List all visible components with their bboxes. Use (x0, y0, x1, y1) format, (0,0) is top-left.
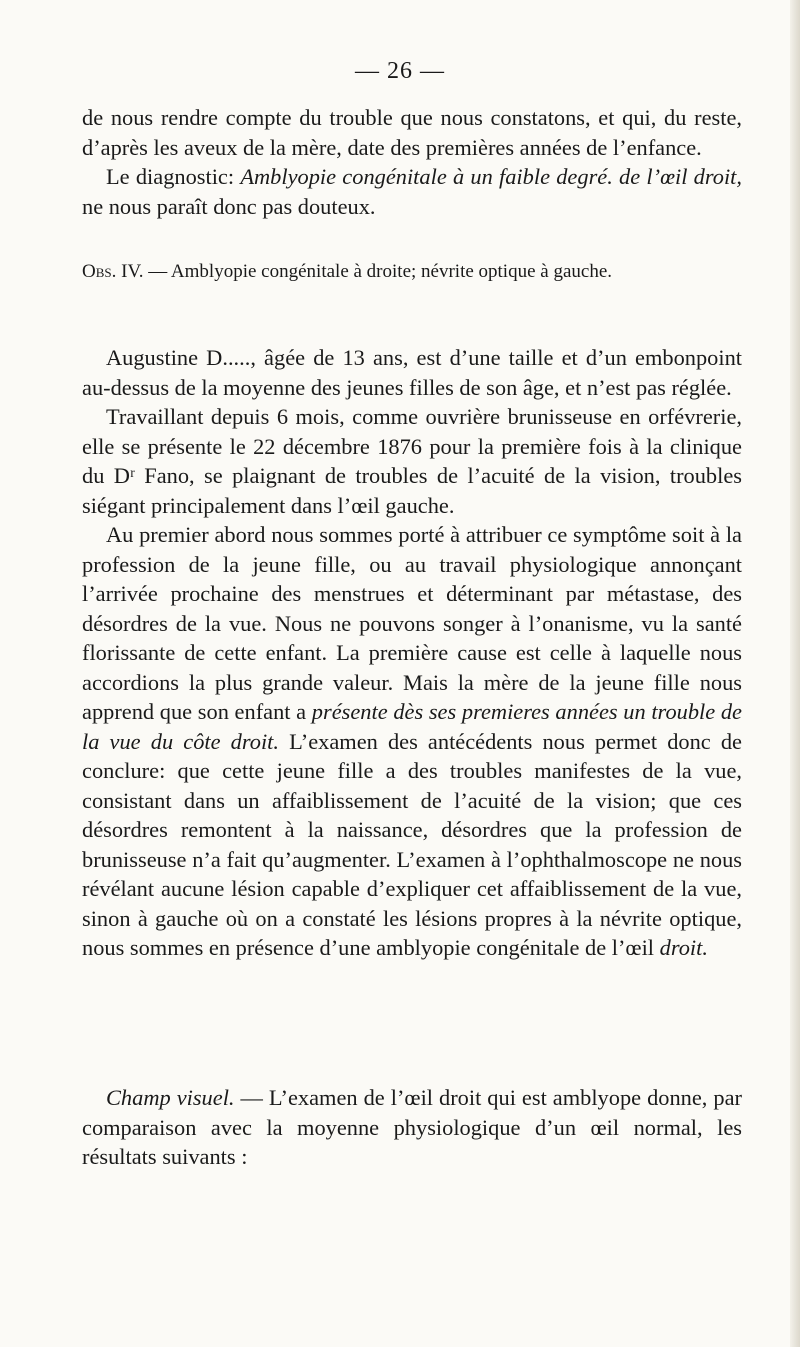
case-body (82, 343, 742, 963)
case-p3-emphasis: présente dès ses premieres années un trouble de la vue du côte droit. (82, 699, 742, 754)
diagnosis-term: Amblyopie congénitale à un faible degré. de l’œil droit, (240, 164, 742, 189)
case-p3-start: Au premier abord nous sommes porté à attribuer ce symptôme soit à la profession de la jeune fille, ou au travail physiologique annonçant l’arrivée prochaine des menstrues et déterminant par métastase, des désordres de la vue. Nous ne pouvons songer à l’onanisme, vu la santé florissante de cette enfant. La première cause est celle à laquelle nous accordions la plus grande valeur. Mais la mère de la jeune fille nous apprend que son enfant a (82, 522, 742, 724)
page-edge-shadow (790, 0, 800, 1347)
diagnosis-tail: ne nous paraît donc pas douteux. (82, 193, 376, 219)
observation-title: — Amblyopie congénitale à droite; névrite optique à gauche. (143, 261, 612, 282)
visual-field-section (82, 1083, 742, 1172)
case-p3-emphasis-end: droit. (659, 935, 708, 960)
visual-field-paragraph (82, 1083, 742, 1172)
visual-field-label: Champ visuel. (106, 1085, 235, 1110)
intro-paragraph-1: de nous rendre compte du trouble que nous constatons, et qui, du reste, d’après les aveux de la mère, date des premières années de l’enfance. (82, 105, 742, 160)
case-paragraph-2: Travaillant depuis 6 mois, comme ouvrière brunisseuse en orfévrerie, elle se présente le 22 décembre 1876 pour la première fois à la clinique du Dʳ Fano, se plaignant de troubles de l’acuité de la vision, troubles siégant principalement dans l’œil gauche. (82, 404, 742, 518)
case-p3-middle: L’examen des antécédents nous permet donc de conclure: que cette jeune fille a des troubles manifestes de la vue, consistant dans un affaiblissement de l’acuité de la vision; que ces désordres remontent à la naissance, désordres que la profession de brunisseuse n’a fait qu’augmenter. L’examen à l’ophthalmoscope ne nous révélant aucune lésion capable d’expliquer cet affaiblissement de la vue, sinon à gauche où on a constaté les lésions propres à la névrite optique, nous sommes en présence d’une amblyopie congénitale de l’œil (82, 728, 742, 960)
observation-label: Obs. IV. (82, 261, 144, 282)
diagnosis-lead: Le diagnostic: (106, 164, 241, 189)
intro-text (82, 103, 742, 221)
case-paragraph-3 (82, 520, 742, 963)
case-paragraph-1: Augustine D....., âgée de 13 ans, est d’une taille et d’un embonpoint au-dessus de la moyenne des jeunes filles de son âge, et n’est pas réglée. (82, 345, 742, 400)
observation-heading (82, 260, 762, 284)
visual-field-text: — L’examen de l’œil droit qui est amblyope donne, par comparaison avec la moyenne physiologique d’un œil normal, les résultats suivants : (82, 1085, 742, 1169)
diagnosis-paragraph (82, 162, 742, 221)
page-number: — 26 — (355, 58, 445, 84)
